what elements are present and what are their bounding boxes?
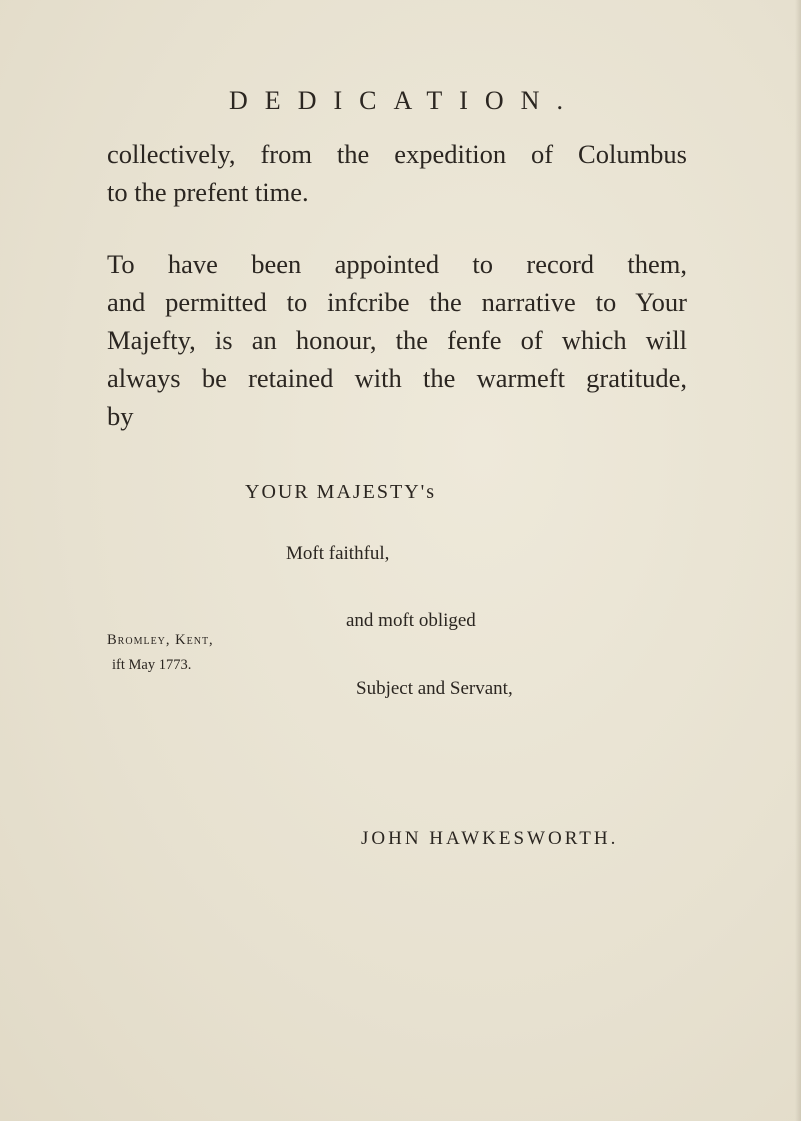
signature: JOHN HAWKESWORTH.: [361, 828, 619, 849]
closing-line: Moft faithful,: [286, 543, 390, 564]
paragraph-continuation: [107, 135, 687, 211]
addressee: YOUR MAJESTY's: [245, 481, 437, 503]
paragraph-dedication: [107, 245, 687, 435]
text-line: always be retained with the warmeft gratitude,: [107, 363, 687, 393]
text-line: to the prefent time.: [107, 177, 309, 207]
text-line: Majefty, is an honour, the fenfe of which will: [107, 325, 687, 355]
text-line: To have been appointed to record them,: [107, 249, 687, 279]
place-of-writing: Bromley, Kent,: [107, 632, 214, 648]
text-line: and permitted to infcribe the narrative to Your: [107, 287, 687, 317]
date-of-writing: ift May 1773.: [112, 657, 192, 673]
closing-line: Subject and Servant,: [356, 678, 513, 699]
text-line: by: [107, 401, 134, 431]
closing-line: and moft obliged: [346, 610, 476, 631]
page-edge-shadow: [795, 0, 801, 1121]
page-heading: DEDICATION.: [229, 86, 580, 115]
text-line: collectively, from the expedition of Columbus: [107, 139, 687, 169]
